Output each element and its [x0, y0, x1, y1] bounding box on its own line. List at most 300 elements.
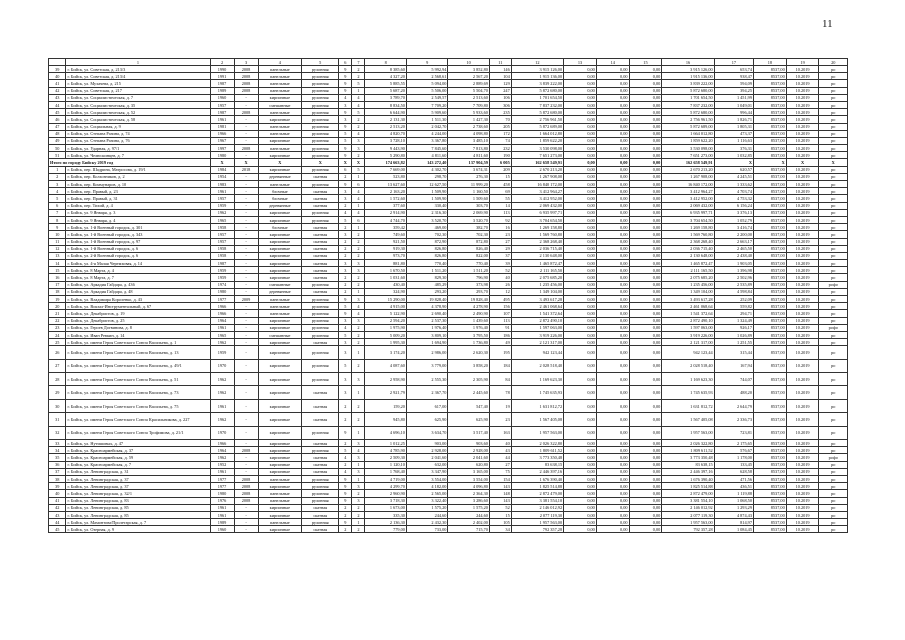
table-cell: 0,00: [596, 274, 629, 281]
table-cell: 0,00: [596, 490, 629, 497]
table-row: [49, 386, 848, 399]
table-cell: 3 634,70: [406, 426, 447, 439]
table-cell: 1 509,60: [448, 195, 489, 202]
table-cell: 1 119,88: [714, 490, 753, 497]
table-cell: 8537,00: [753, 130, 786, 137]
table-cell: 9: [339, 483, 352, 490]
table-cell: 5 094,00: [406, 80, 447, 87]
table-cell: 2 446 397,16: [662, 468, 714, 475]
table-cell: 1990: [210, 66, 234, 73]
table-cell: 7 837 232,00: [662, 101, 714, 108]
table-cell: ро: [819, 399, 848, 412]
table-cell: г. Бийск, ул. 2-й Военный городок, д. 6: [66, 252, 210, 259]
table-cell: 2: [352, 274, 365, 281]
table-cell: 430,40: [365, 281, 406, 288]
table-cell: 0,00: [564, 303, 597, 310]
table-cell: 1: [352, 426, 365, 439]
table-cell: 0,00: [596, 413, 629, 426]
table-cell: 8537,00: [753, 66, 786, 73]
table-cell: 1: [66, 59, 210, 66]
table-cell: 0,00: [629, 159, 662, 166]
table-cell: 0,00: [596, 209, 629, 216]
table-cell: г. Бийск, ул. Ленинградская, д. 32/1: [66, 490, 210, 497]
table-cell: 2 465,50: [714, 245, 753, 252]
table-cell: 0,00: [596, 497, 629, 504]
table-cell: 3 809,10: [406, 331, 447, 338]
table-cell: 10.2019: [786, 224, 819, 231]
table-cell: рулонная: [302, 101, 339, 108]
table-cell: 10.2019: [786, 504, 819, 511]
table-cell: 1954: [210, 173, 234, 180]
table-cell: 702,30: [406, 231, 447, 238]
table-cell: 8537,00: [753, 109, 786, 116]
table-cell: г. Бийск, ул. Социалистическая, д. 35: [66, 101, 210, 108]
table-cell: 10.2019: [786, 116, 819, 123]
table-row: [49, 490, 848, 497]
table-cell: 32: [49, 426, 66, 439]
table-cell: скатная: [302, 173, 339, 180]
table-cell: рулонная: [302, 359, 339, 372]
table-cell: г. Бийск, ул. Мамонтова/Пролетарская, д. 7: [66, 519, 210, 526]
table-cell: 1 269 158,80: [511, 224, 563, 231]
table-cell: 0,00: [564, 116, 597, 123]
table-cell: 5 872 680,00: [662, 109, 714, 116]
table-cell: 3 718,30: [365, 497, 406, 504]
table-cell: 1 809 611,52: [662, 447, 714, 454]
table-cell: 4 244,00: [406, 130, 447, 137]
table-cell: ро: [819, 346, 848, 359]
table-cell: 40: [49, 73, 66, 80]
table-cell: 0,00: [596, 339, 629, 346]
table-cell: 973,70: [365, 252, 406, 259]
table-row: [49, 310, 848, 317]
table-cell: рулонная: [302, 145, 339, 152]
table-cell: 1 569 760,80: [511, 231, 563, 238]
table-cell: 2 513,20: [365, 123, 406, 130]
table-cell: 0,00: [564, 252, 597, 259]
table-row: [49, 87, 848, 94]
table-cell: 13 627,60: [365, 181, 406, 188]
table-cell: рулонная: [302, 447, 339, 454]
table-cell: 6 935 997,71: [511, 209, 563, 216]
table-cell: ро: [819, 317, 848, 324]
table-cell: 0,00: [564, 331, 597, 338]
table-cell: 2 960,90: [365, 490, 406, 497]
table-cell: 3: [339, 373, 352, 386]
table-cell: 1 267 908,00: [662, 173, 714, 180]
table-cell: г. Бийск, ул. Вокзал-Инструментальный, д. 67: [66, 303, 210, 310]
table-cell: 0,00: [629, 331, 662, 338]
table-cell: 14: [49, 260, 66, 267]
table-cell: 2 146 012,92: [511, 504, 563, 511]
table-cell: 10.2019: [786, 267, 819, 274]
table-cell: 10.2019: [786, 468, 819, 475]
table-cell: 0,00: [629, 267, 662, 274]
table-cell: 0,00: [596, 87, 629, 94]
table-cell: 10.2019: [786, 317, 819, 324]
table-cell: 620,80: [448, 461, 489, 468]
table-cell: 3: [339, 260, 352, 267]
table-cell: 3: [352, 497, 365, 504]
table-cell: 25: [49, 339, 66, 346]
table-cell: 0,00: [596, 173, 629, 180]
table-cell: 2 111 165,50: [511, 267, 563, 274]
table-cell: 826,40: [448, 245, 489, 252]
table-row: [49, 504, 848, 511]
table-cell: 1974: [210, 281, 234, 288]
table-cell: ро: [819, 188, 848, 195]
table-row: [49, 73, 848, 80]
table-cell: 1 541 372,64: [662, 310, 714, 317]
table-cell: рулонная: [302, 166, 339, 173]
table-cell: 926,17: [714, 324, 753, 331]
table-cell: -: [234, 324, 258, 331]
table-cell: 0,00: [596, 260, 629, 267]
table-cell: ро: [819, 116, 848, 123]
table-cell: 37: [489, 252, 511, 259]
table-cell: г. Бийск, ул. 1-й Военный городок, д. 97: [66, 238, 210, 245]
table-cell: 0,00: [629, 346, 662, 359]
table-cell: 2 928,00: [406, 447, 447, 454]
table-cell: 4: [352, 447, 365, 454]
table-cell: 1 052,79: [714, 216, 753, 223]
table-cell: 2 036 715,40: [662, 245, 714, 252]
table-cell: кирпичные: [258, 166, 302, 173]
table-cell: 143: [489, 497, 511, 504]
table-cell: 1 825 514,88: [662, 483, 714, 490]
table-row: [49, 373, 848, 386]
table-cell: 1 631 812,72: [662, 399, 714, 412]
table-cell: 8537,00: [753, 440, 786, 447]
table-cell: 44: [49, 519, 66, 526]
table-cell: 1 701 654,50: [662, 94, 714, 101]
table-cell: г. Бийск, ул. 1-й Военный городок, д. 301: [66, 224, 210, 231]
table-cell: 37: [49, 468, 66, 475]
table-cell: 5: [352, 109, 365, 116]
table-cell: 0,00: [564, 123, 597, 130]
table-cell: ро: [819, 274, 848, 281]
table-cell: 749,60: [365, 231, 406, 238]
table-cell: 4 096,80: [448, 483, 489, 490]
table-cell: 3 839 222,00: [511, 80, 563, 87]
table-cell: 6 935 997,71: [662, 209, 714, 216]
table-cell: г. Бийск, ул. Нутишовых, д. 47: [66, 440, 210, 447]
table-cell: 5 290,80: [365, 152, 406, 159]
table-cell: 1 859 622,20: [511, 137, 563, 144]
table-cell: 0,00: [564, 483, 597, 490]
table-cell: 1: [352, 346, 365, 359]
table-cell: 5 872 689,00: [511, 123, 563, 130]
table-cell: 43: [489, 447, 511, 454]
table-cell: 303,70: [448, 202, 489, 209]
table-cell: -: [234, 209, 258, 216]
table-cell: кирпичные: [258, 526, 302, 533]
table-cell: 29: [49, 386, 66, 399]
table-cell: 2 136,30: [365, 519, 406, 526]
table-cell: ро: [819, 526, 848, 533]
table-cell: ро: [819, 461, 848, 468]
table-cell: рулонная: [302, 109, 339, 116]
table-cell: 0,00: [596, 80, 629, 87]
table-cell: 1: [352, 87, 365, 94]
table-cell: 3 412 964,27: [662, 188, 714, 195]
table-cell: 9 443,90: [365, 145, 406, 152]
table-cell: -: [234, 346, 258, 359]
table-cell: 0,00: [564, 413, 597, 426]
table-cell: 3: [352, 137, 365, 144]
table-cell: 0,00: [629, 101, 662, 108]
table-cell: 3: [339, 195, 352, 202]
table-cell: 8537,00: [753, 87, 786, 94]
table-cell: 5: [49, 195, 66, 202]
table-cell: 8537,00: [753, 399, 786, 412]
table-cell: 0,00: [596, 317, 629, 324]
table-cell: 1 451,99: [714, 94, 753, 101]
table-cell: кирпичные: [258, 511, 302, 518]
table-row: [49, 216, 848, 223]
table-cell: г. Бийск, ул. имени Героя Советского Союза Васильева, д. 51: [66, 373, 210, 386]
table-cell: 0,00: [629, 511, 662, 518]
table-cell: -: [234, 413, 258, 426]
table-cell: 1 509,90: [406, 188, 447, 195]
table-cell: ро: [819, 224, 848, 231]
table-cell: ро: [819, 166, 848, 173]
table-cell: 7 669,00: [365, 166, 406, 173]
table-cell: -: [234, 94, 258, 101]
table-cell: 0,00: [596, 386, 629, 399]
table-cell: 1: [352, 202, 365, 209]
table-cell: ро: [819, 137, 848, 144]
table-cell: 1: [352, 173, 365, 180]
table-cell: 195: [489, 346, 511, 359]
table-cell: 1 116,63: [714, 137, 753, 144]
table-cell: 1 575,20: [406, 504, 447, 511]
table-cell: -: [234, 181, 258, 188]
table-cell: 6: [339, 166, 352, 173]
table-cell: 2 461 068,64: [511, 303, 563, 310]
table-cell: 10.2019: [786, 73, 819, 80]
table-cell: 4: [352, 130, 365, 137]
table-cell: 3: [339, 101, 352, 108]
table-cell: 2 555,30: [406, 373, 447, 386]
table-cell: г. Бийск, ул. Аркадия Гайдара, д. 48: [66, 288, 210, 295]
table-cell: кирпичные: [258, 440, 302, 447]
table-cell: смешанные: [258, 331, 302, 338]
table-cell: 2 042,70: [406, 123, 447, 130]
table-row: [49, 303, 848, 310]
table-cell: 1960: [210, 526, 234, 533]
table-cell: рулонная: [302, 483, 339, 490]
table-cell: 458: [489, 181, 511, 188]
table-cell: кирпичные: [258, 461, 302, 468]
table-cell: 2008: [234, 447, 258, 454]
table-cell: 1961: [210, 399, 234, 412]
table-cell: 0,00: [564, 346, 597, 359]
table-cell: 4: [339, 324, 352, 331]
table-cell: 2 565,00: [406, 490, 447, 497]
table-cell: -: [234, 359, 258, 372]
table-cell: 0,00: [629, 181, 662, 188]
table-cell: 40: [49, 490, 66, 497]
table-row: [49, 331, 848, 338]
table-cell: 8537,00: [753, 137, 786, 144]
table-cell: 1962: [210, 413, 234, 426]
table-cell: 8537,00: [753, 426, 786, 439]
table-cell: X: [210, 159, 234, 166]
table-cell: 12 627,50: [406, 181, 447, 188]
table-cell: 2 121 317,00: [662, 339, 714, 346]
table-cell: 576,67: [714, 447, 753, 454]
table-cell: 107: [489, 310, 511, 317]
table-cell: ро: [819, 94, 848, 101]
table-cell: панельные: [258, 519, 302, 526]
table-cell: кирпичные: [258, 116, 302, 123]
table-cell: 4 696,10: [365, 426, 406, 439]
table-cell: 9: [339, 497, 352, 504]
table-row: [49, 511, 848, 518]
table-cell: скатная: [302, 245, 339, 252]
table-cell: 770,40: [406, 260, 447, 267]
table-cell: кирпичные: [258, 231, 302, 238]
table-cell: 3 839 222,00: [662, 80, 714, 87]
table-cell: 10.2019: [786, 130, 819, 137]
table-cell: ро: [819, 216, 848, 223]
table-row: [49, 116, 848, 123]
table-cell: 2 028 518,40: [511, 359, 563, 372]
table-cell: 945,80: [365, 413, 406, 426]
table-cell: 1983: [210, 181, 234, 188]
table-cell: панельные: [258, 296, 302, 303]
table-cell: 7: [49, 209, 66, 216]
table-cell: 872,80: [448, 238, 489, 245]
table-cell: рулонная: [302, 497, 339, 504]
table-cell: 0,00: [596, 123, 629, 130]
table-cell: 2: [352, 123, 365, 130]
table-cell: -: [234, 188, 258, 195]
table-cell: 5: [339, 447, 352, 454]
table-cell: 18: [753, 59, 786, 66]
table-cell: 10.2019: [786, 101, 819, 108]
table-cell: г. Бийск, пер. Правый, д. 23: [66, 188, 210, 195]
table-cell: 10.2019: [786, 483, 819, 490]
table-cell: 377,60: [365, 202, 406, 209]
table-cell: панельные: [258, 497, 302, 504]
table-cell: панельные: [258, 80, 302, 87]
table-cell: 0,00: [564, 94, 597, 101]
table-cell: 2 368 268,40: [511, 238, 563, 245]
table-cell: 294,71: [714, 310, 753, 317]
table-cell: 8537,00: [753, 475, 786, 482]
table-cell: 10.2019: [786, 252, 819, 259]
table-cell: г. Бийск, ул. 9 Января, д. 4: [66, 216, 210, 223]
table-cell: -: [234, 281, 258, 288]
table-cell: 0,00: [596, 519, 629, 526]
table-cell: 3 174,20: [365, 346, 406, 359]
table-cell: 1980: [210, 288, 234, 295]
table-cell: 10.2019: [786, 461, 819, 468]
table-cell: кирпичные: [258, 413, 302, 426]
table-cell: 324,90: [365, 288, 406, 295]
table-cell: -: [234, 526, 258, 533]
table-cell: 3 493 617,28: [662, 296, 714, 303]
table-cell: 10.2019: [786, 339, 819, 346]
table-cell: 10.2019: [786, 166, 819, 173]
table-cell: 2: [352, 526, 365, 533]
table-cell: 0,00: [629, 288, 662, 295]
table-cell: 4 719,00: [365, 475, 406, 482]
table-cell: 143: [489, 483, 511, 490]
table-cell: 0,00: [629, 202, 662, 209]
table-cell: 8: [49, 216, 66, 223]
table-cell: 0,00: [564, 173, 597, 180]
table-cell: г. Бийск, ул. имени Героя Советского Союза Васильева, д. 13: [66, 346, 210, 359]
table-row: [49, 413, 848, 426]
table-cell: 2 041,60: [406, 454, 447, 461]
table-cell: -: [234, 202, 258, 209]
table-cell: 4 278,90: [448, 303, 489, 310]
table-cell: 0,00: [629, 166, 662, 173]
table-cell: 2: [352, 66, 365, 73]
table-cell: 0,00: [596, 281, 629, 288]
table-cell: 1957: [210, 238, 234, 245]
table-cell: 19: [489, 399, 511, 412]
table-cell: 3 347,90: [406, 468, 447, 475]
table-cell: 0,00: [564, 101, 597, 108]
table-cell: 1 676 390,40: [511, 475, 563, 482]
table-cell: 2 670 213,20: [511, 166, 563, 173]
table-cell: 43: [49, 94, 66, 101]
table-row: [49, 440, 848, 447]
table-cell: 10.2019: [786, 109, 819, 116]
table-cell: 1 235 456,00: [662, 281, 714, 288]
table-cell: 41: [49, 80, 66, 87]
table-cell: 0,00: [564, 490, 597, 497]
table-cell: 10.2019: [786, 359, 819, 372]
table-cell: 1: [352, 288, 365, 295]
table-cell: 4 874,43: [714, 511, 753, 518]
table-cell: 1959: [210, 346, 234, 359]
table-cell: 1959: [210, 274, 234, 281]
table-cell: -: [234, 274, 258, 281]
table-cell: 2: [352, 359, 365, 372]
table-cell: 2: [339, 504, 352, 511]
table-cell: г. Бийск, ул. Ленинградская, д. 31: [66, 468, 210, 475]
table-cell: 1 597 063,00: [511, 324, 563, 331]
table-cell: 252,09: [714, 296, 753, 303]
table-cell: 52: [489, 267, 511, 274]
table-cell: 10.2019: [786, 238, 819, 245]
table-cell: 2 620,30: [448, 346, 489, 359]
table-cell: 1 349 104,00: [662, 288, 714, 295]
table-cell: г. Бийск, ул. 1-й Военный городок, д. 343: [66, 231, 210, 238]
table-cell: скатная: [302, 461, 339, 468]
table-cell: 594,09: [714, 80, 753, 87]
table-cell: 8537,00: [753, 331, 786, 338]
table-cell: 0,00: [596, 440, 629, 447]
table-cell: 4 598,84: [714, 288, 753, 295]
table-cell: X: [352, 159, 365, 166]
table-cell: 1 439,60: [448, 317, 489, 324]
table-cell: 2 567,20: [448, 73, 489, 80]
table-cell: 4 753,32: [714, 195, 753, 202]
table-cell: рулонная: [302, 519, 339, 526]
table-row: [49, 224, 848, 231]
table-cell: 1966: [210, 310, 234, 317]
table-cell: 1 957 563,00: [511, 426, 563, 439]
table-cell: 8537,00: [753, 413, 786, 426]
table-cell: 26: [489, 281, 511, 288]
table-cell: 13: [564, 59, 597, 66]
